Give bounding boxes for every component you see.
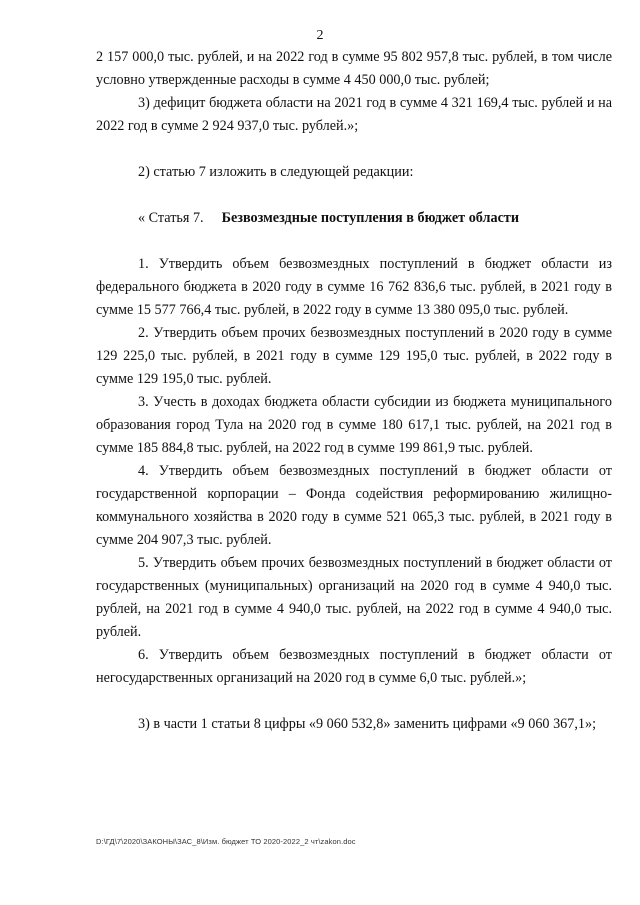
article-label: « Статья 7. bbox=[138, 210, 204, 226]
article-item-3: 3. Учесть в доходах бюджета области субсидии из бюджета муниципального образования город Тула на 2020 год в сумме 180 617,1 тыс. рублей, на 2021 год в сумме 185 884,8 тыс. рублей, на 2022 год в сумме 199 861,9 тыс. рублей. bbox=[96, 394, 612, 456]
article-item-5: 5. Утвердить объем прочих безвозмездных поступлений в бюджет области от государственных (муниципальных) организаций на 2020 год в сумме 4 940,0 тыс. рублей, на 2021 год в сумме 4 940,0 тыс. рублей, на 2022 год в сумме 4 940,0 тыс. рублей. bbox=[96, 555, 612, 640]
article-item-4: 4. Утвердить объем безвозмездных поступлений в бюджет области от государственной корпорации – Фонда содействия реформированию жилищно-коммунального хозяйства в 2020 году в сумме 521 065,3 тыс. рублей, в 2021 году в сумме 204 907,3 тыс. рублей. bbox=[96, 463, 612, 548]
page-number: 2 bbox=[316, 28, 324, 43]
file-path-footer: D:\ГД\7\2020\ЗАКОНЫ\ЗАС_8\Изм. бюджет ТО 2020-2022_2 чт\zakon.doc bbox=[96, 837, 356, 846]
article-item-2: 2. Утвердить объем прочих безвозмездных поступлений в 2020 году в сумме 129 225,0 тыс. рублей, в 2021 году в сумме 129 195,0 тыс. рублей, в 2022 году в сумме 129 195,0 тыс. рублей. bbox=[96, 325, 612, 387]
document-body bbox=[96, 46, 612, 736]
paragraph-amendment-2: 2) статью 7 изложить в следующей редакции: bbox=[138, 164, 414, 180]
article-heading bbox=[96, 207, 612, 230]
article-item-6: 6. Утвердить объем безвозмездных поступлений в бюджет области от негосударственных организаций на 2020 год в сумме 6,0 тыс. рублей.»; bbox=[96, 647, 612, 686]
article-item-1: 1. Утвердить объем безвозмездных поступлений в бюджет области из федерального бюджета в 2020 году в сумме 16 762 836,6 тыс. рублей, в 2021 году в сумме 15 577 766,4 тыс. рублей, в 2022 году в сумме 13 380 095,0 тыс. рублей. bbox=[96, 256, 612, 318]
paragraph-deficit: 3) дефицит бюджета области на 2021 год в сумме 4 321 169,4 тыс. рублей и на 2022 год в сумме 2 924 937,0 тыс. рублей.»; bbox=[96, 95, 612, 134]
paragraph-continuation: 2 157 000,0 тыс. рублей, и на 2022 год в сумме 95 802 957,8 тыс. рублей, в том числе условно утвержденные расходы в сумме 4 450 000,0 тыс. рублей; bbox=[96, 49, 612, 88]
paragraph-amendment-3: 3) в части 1 статьи 8 цифры «9 060 532,8» заменить цифрами «9 060 367,1»; bbox=[138, 716, 597, 732]
article-title: Безвозмездные поступления в бюджет области bbox=[221, 210, 520, 226]
